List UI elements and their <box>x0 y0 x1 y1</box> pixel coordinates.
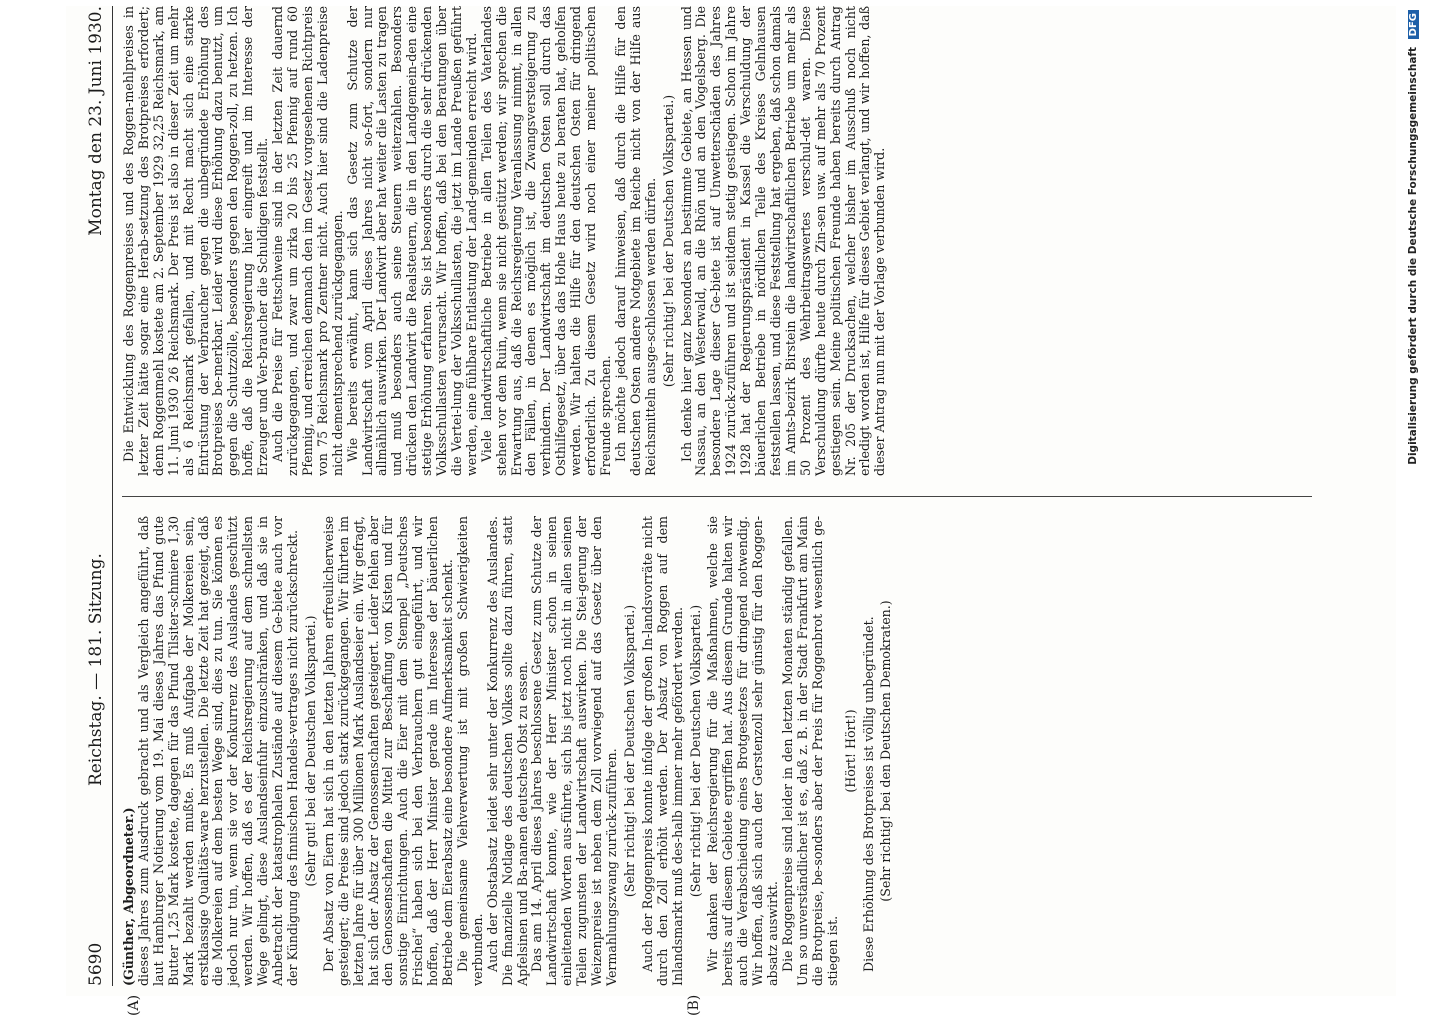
paragraph: Die gemeinsame Viehverwertung ist mit großen Schwierigkeiten verbunden. <box>454 516 485 986</box>
paragraph: Ich denke hier ganz besonders an bestimmte Gebiete, an Hessen und Nassau, an den Westerwald, an die Rhön und an den Vogelsberg. Die besondere Lage dieser Ge-biete ist auf Unwetterschäden des Jahres 1924 zurück-zuführen und ist seitdem stetig gestiegen. Schon im Jahre 1928 hat der Regierungspräsident in Kassel die Verschuldung der bäuerlichen Betriebe in nördlichen Teile des Kreises Gelnhausen feststellen lassen, und diese Feststellung hat ergeben, daß schon damals im Amts-bezirk Birstein die landwirtschaftlichen Betriebe um mehr als 50 Prozent des Wehrbeitragswertes verschul-det waren. Diese Verschuldung dürfte heute durch Zin-sen usw. auf mehr als 70 Prozent gestiegen sein. Meine politischen Freunde haben bereits durch Antrag Nr. 205 der Drucksachen, welcher bisher im Ausschuß noch nicht erledigt worden ist, Hilfe für dieses Gebiet verlangt, und wir hoffen, daß dieser Antrag nun mit der Vorlage verbunden wird. <box>678 6 888 476</box>
column-divider <box>122 496 1312 497</box>
paragraph: Der Absatz von Eiern hat sich in den letzten Jahren erfreulicherweise gesteigert; die Preise sind jedoch stark zurückgegangen. Wir führten im letzten Jahre für über 300 Millionen Mark Auslandseier ein. Wir gefragt, hat sich der Absatz der Genossenschaften gesteigert. Leider fehlen aber den Genossenschaften die Mittel zur Beschaffung von Kisten und für sonstige Einrichtungen. Auch die Eier mit dem Stempel „Deutsches Frischei“ haben sich bei den Verbrauchern gut eingeführt, und wir hoffen, daß der Herr Minister gerade im Interesse der bäuerlichen Betriebe dem Eierabsatz eine besondere Aufmerksamkeit schenkt. <box>320 516 456 986</box>
paragraph: Auch der Roggenpreis konnte infolge der großen In-landsvorräte nicht durch den Zoll erhöht werden. Der Absatz von Roggen auf dem Inlandsmarkt muß des-halb immer mehr gefördert werden. <box>639 516 685 986</box>
page-header <box>86 6 110 986</box>
paragraph: Auch die Preise für Fettschweine sind in der letzten Zeit dauernd zurückgegangen, und zwar um zirka 20 bis 25 Pfennig auf rund 60 Pfennig, und erreichen demnach den im Gesetz vorgesehenen Richtpreis von 75 Reichsmark pro Zentner nicht. Auch hier sind die Ladenpreise nicht dementsprechend zurückgegangen. <box>270 6 345 476</box>
margin-marker-c <box>126 0 142 1</box>
paragraph: Auch der Obstabsatz leidet sehr unter der Konkurrenz des Auslandes. Die finanzielle Notlage des deutschen Volkes sollte dazu führen, statt Apfelsinen und Ba-nanen deutsches Obst zu essen. <box>484 516 530 986</box>
paragraph: Ich möchte jedoch darauf hinweisen, daß durch die Hilfe für den deutschen Osten andere Notgebiete im Reiche nicht von der Hilfe aus Reichsmitteln ausge-schlossen werden dürfen. <box>612 6 658 476</box>
funding-sidebar <box>1403 10 1427 990</box>
margin-marker-b: (B) <box>686 994 702 1016</box>
paragraph: dieses Jahres zum Ausdruck gebracht und als Vergleich angeführt, daß laut Hamburger Notierung vom 19. Mai dieses Jahres das Pfund gute Butter 1,25 Mark kostete, dagegen für das Pfund Tilsiter-schmiere 1,30 Mark bezahlt werden mußte. Es muß Aufgabe der Molkereien sein, erstklassige Qualitäts-ware herzustellen. Die letzte Zeit hat gezeigt, daß die Molkereien auf dem besten Wege sind, dies zu tun. Sie können es jedoch nur tun, wenn sie vor der Konkurrenz des Auslandes geschützt werden. Wir hoffen, daß es der Reichsregierung auf dem schnellsten Wege gelingt, diese Auslandseinfuhr einzuschränken, und daß sie in Anbetracht der katastrophalen Zustände auf diesem Ge-biete auch vor der Kündigung des finnischen Handels-vertrages nicht zurückschreckt. <box>135 516 300 986</box>
funding-notice <box>1407 10 1431 990</box>
paragraph: Wie bereits erwähnt, kann sich das Gesetz zum Schutze der Landwirtschaft vom April dieses Jahres nicht so-fort, sondern nur allmählich auswirken. Der Landwirt aber hat weiter die Lasten zu tragen und muß besonders auch seine Steuern weiterzahlen. Besonders drücken den Landwirt die Realsteuern, die in den Landgemein-den eine stetige Erhöhung erfahren. Sie ist besonders durch die sehr drückenden Volksschullasten verursacht. Wir hoffen, daß bei den Beratungen über die Vertei-lung der Volksschullasten, die jetzt im Lande Preußen geführt werden, eine fühlbare Entlastung der Land-gemeinden erreicht wird. <box>344 6 479 476</box>
paragraph: Das am 14. April dieses Jahres beschlossene Gesetz zum Schutze der Landwirtschaft konnte, wie der Herr Minister schon in seinen einleitenden Worten aus-führte, sich bis jetzt noch nicht in allen seinen Teilen zugunsten der Landwirtschaft auswirken. Die Stei-gerung der Weizenpreise ist neben dem Zoll vorwiegend auf das Gesetz über den Vermahlungszwang zurück-zuführen. <box>529 516 619 986</box>
paragraph: Die Entwicklung des Roggenpreises und des Roggen-mehlpreises in letzter Zeit hätte sogar eine Herab-setzung des Brotpreises erfordert; denn Roggenmehl kostete am 2. September 1929 32,25 Reichsmark, am 11. Juni 1930 26 Reichsmark. Der Preis ist also in dieser Zeit um mehr als 6 Reichsmark gefallen, und mit Recht macht sich eine starke Entrüstung der Verbraucher gegen die unbegründete Erhöhung des Brotpreises be-merkbar. Leider wird diese Erhöhung dazu benutzt, um gegen die Schutzzölle, besonders gegen den Roggen-zoll, zu hetzen. Ich hoffe, daß die Reichsregierung hier eingreift und im Interesse der Erzeuger und Ver-braucher die Schuldigen feststellt. <box>121 6 271 476</box>
interjection: (Sehr richtig! bei der Deutschen Volkspartei.) <box>660 94 676 388</box>
interjection: (Sehr gut! bei der Deutschen Volkspartei.) <box>302 615 318 887</box>
interjection: (Hört! Hört!) <box>842 709 858 793</box>
dfg-logo: DFG <box>1408 10 1419 39</box>
paragraph: Diese Erhöhung des Brotpreises ist völlig unbegründet. <box>860 616 876 972</box>
session-title: Reichstag. — 181. Sitzung. <box>86 553 106 786</box>
session-date: Montag den 23. Juni 1930. <box>86 6 106 236</box>
speaker-label: (Günther, Abgeordneter.) <box>121 807 136 986</box>
interjection: (Sehr richtig! bei der Deutschen Volkspartei.) <box>621 604 637 898</box>
rotated-page-content <box>86 6 1336 1016</box>
margin-marker-d <box>686 0 702 1</box>
margin-marker-a: (A) <box>126 994 142 1016</box>
interjection: (Sehr richtig! bei der Deutschen Volkspartei.) <box>687 604 703 898</box>
header-rule <box>112 6 113 986</box>
page-number: 5690 <box>86 942 106 986</box>
interjection: (Sehr richtig! bei den Deutschen Demokraten.) <box>878 600 894 902</box>
paragraph: Wir danken der Reichsregierung für die Maßnahmen, welche sie bereits auf diesem Gebiete ergriffen hat. Aus diesem Grunde halten wir auch die Verabschiedung eines Brotgesetzes für dringend notwendig. Wir hoffen, daß sich auch der Gerstenzoll sehr günstig für den Roggen-absatz auswirkt. <box>705 516 781 986</box>
right-column <box>122 6 888 476</box>
paragraph: Viele landwirtschaftliche Betriebe in allen Teilen des Vaterlandes stehen vor dem Ruin, wenn sie nicht gestützt werden; wir sprechen die Erwartung aus, daß die Reichsregierung Veranlassung nimmt, in allen den Fällen, in denen es möglich ist, die Zwangsversteigerung zu verhindern. Der Landwirtschaft im deutschen Osten soll durch das Osthilfegesetz, über das das Hohe Haus heute zu beraten hat, geholfen werden. Wir halten die Hilfe für den deutschen Osten für dringend erforderlich. Zu diesem Gesetz wird noch einer meiner politischen Freunde sprechen. <box>478 6 613 476</box>
paragraph: Die Roggenpreise sind leider in den letzten Monaten ständig gefallen. Um so unverständlicher ist es, daß z. B. in der Stadt Frankfurt am Main die Brotpreise, be-sonders aber der Preis für Roggenbrot wesentlich ge-stiegen ist. <box>779 516 840 986</box>
left-column <box>122 516 897 986</box>
funding-text: Digitalisierung gefördert durch die Deutsche Forschungsgemeinschaft <box>1407 47 1419 465</box>
scanned-page <box>66 6 1396 1016</box>
